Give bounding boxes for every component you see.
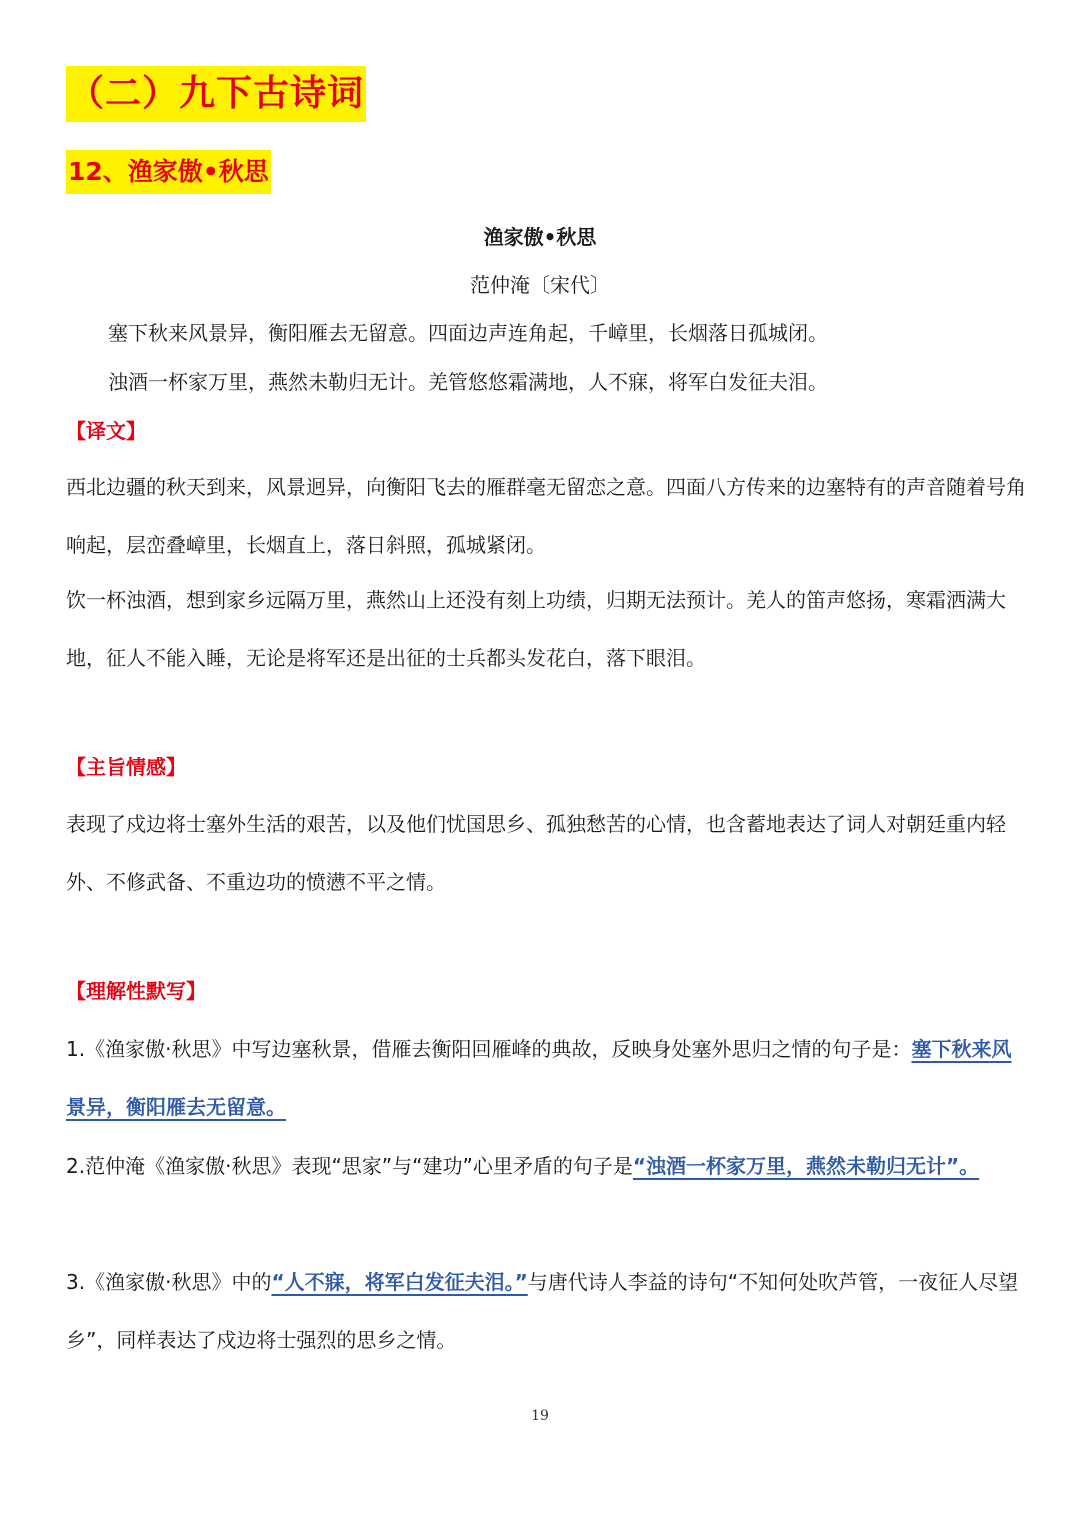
dictation-answer: “浊酒一杯家万里，燕然未勒归无计”。 (632, 1154, 980, 1178)
dictation-question: 2.范仲淹《渔家傲·秋思》表现“思家”与“建功”心里矛盾的句子是 (66, 1154, 633, 1178)
dictation-question: 1.《渔家傲·秋思》中写边塞秋景，借雁去衡阳回雁峰的典故，反映身处塞外思归之情的句子是： (66, 1037, 912, 1061)
poem-line: 塞下秋来风景异，衡阳雁去无留意。四面边声连角起，千嶂里，长烟落日孤城闭。 (108, 321, 828, 345)
dictation-question-end: 与唐代诗人李益的诗句“不知何处吹芦管，一夜征人尽望乡”，同样表达了戍边将士强烈的思乡之情。 (66, 1270, 1019, 1352)
dictation-answer: “人不寐，将军白发征夫泪。” (271, 1270, 528, 1294)
dictation-item (66, 1253, 1026, 1369)
dictation-item (66, 1137, 1026, 1195)
section-title: （二）九下古诗词 (66, 66, 366, 122)
poem-author: 范仲淹〔宋代〕 (470, 273, 610, 297)
poem-line: 浊酒一杯家万里，燕然未勒归无计。羌管悠悠霜满地，人不寐，将军白发征夫泪。 (108, 370, 828, 394)
item-title: 12、渔家傲•秋思 (66, 150, 271, 194)
dictation-question: 3.《渔家傲·秋思》中的 (66, 1270, 272, 1294)
dictation-answer: 塞下秋来风景异，衡阳雁去无留意。 (66, 1037, 1012, 1119)
theme-text: 表现了戍边将士塞外生活的艰苦，以及他们忧国思乡、孤独愁苦的心情，也含蓄地表达了词人对朝廷重内轻外、不修武备、不重边功的愤懑不平之情。 (66, 812, 1006, 894)
translation-paragraph: 西北边疆的秋天到来，风景迥异，向衡阳飞去的雁群毫无留恋之意。四面八方传来的边塞特有的声音随着号角响起，层峦叠嶂里，长烟直上，落日斜照，孤城紧闭。 (66, 475, 1026, 557)
page-number: 19 (531, 1408, 549, 1424)
poem-title: 渔家傲•秋思 (483, 225, 597, 249)
theme-heading: 【主旨情感】 (66, 755, 186, 779)
translation-heading: 【译文】 (66, 419, 146, 443)
translation-paragraph: 饮一杯浊酒，想到家乡远隔万里，燕然山上还没有刻上功绩，归期无法预计。羌人的笛声悠扬，寒霜洒满大地，征人不能入睡，无论是将军还是出征的士兵都头发花白，落下眼泪。 (66, 588, 1006, 670)
dictation-heading: 【理解性默写】 (66, 979, 206, 1003)
dictation-item (66, 1020, 1026, 1136)
